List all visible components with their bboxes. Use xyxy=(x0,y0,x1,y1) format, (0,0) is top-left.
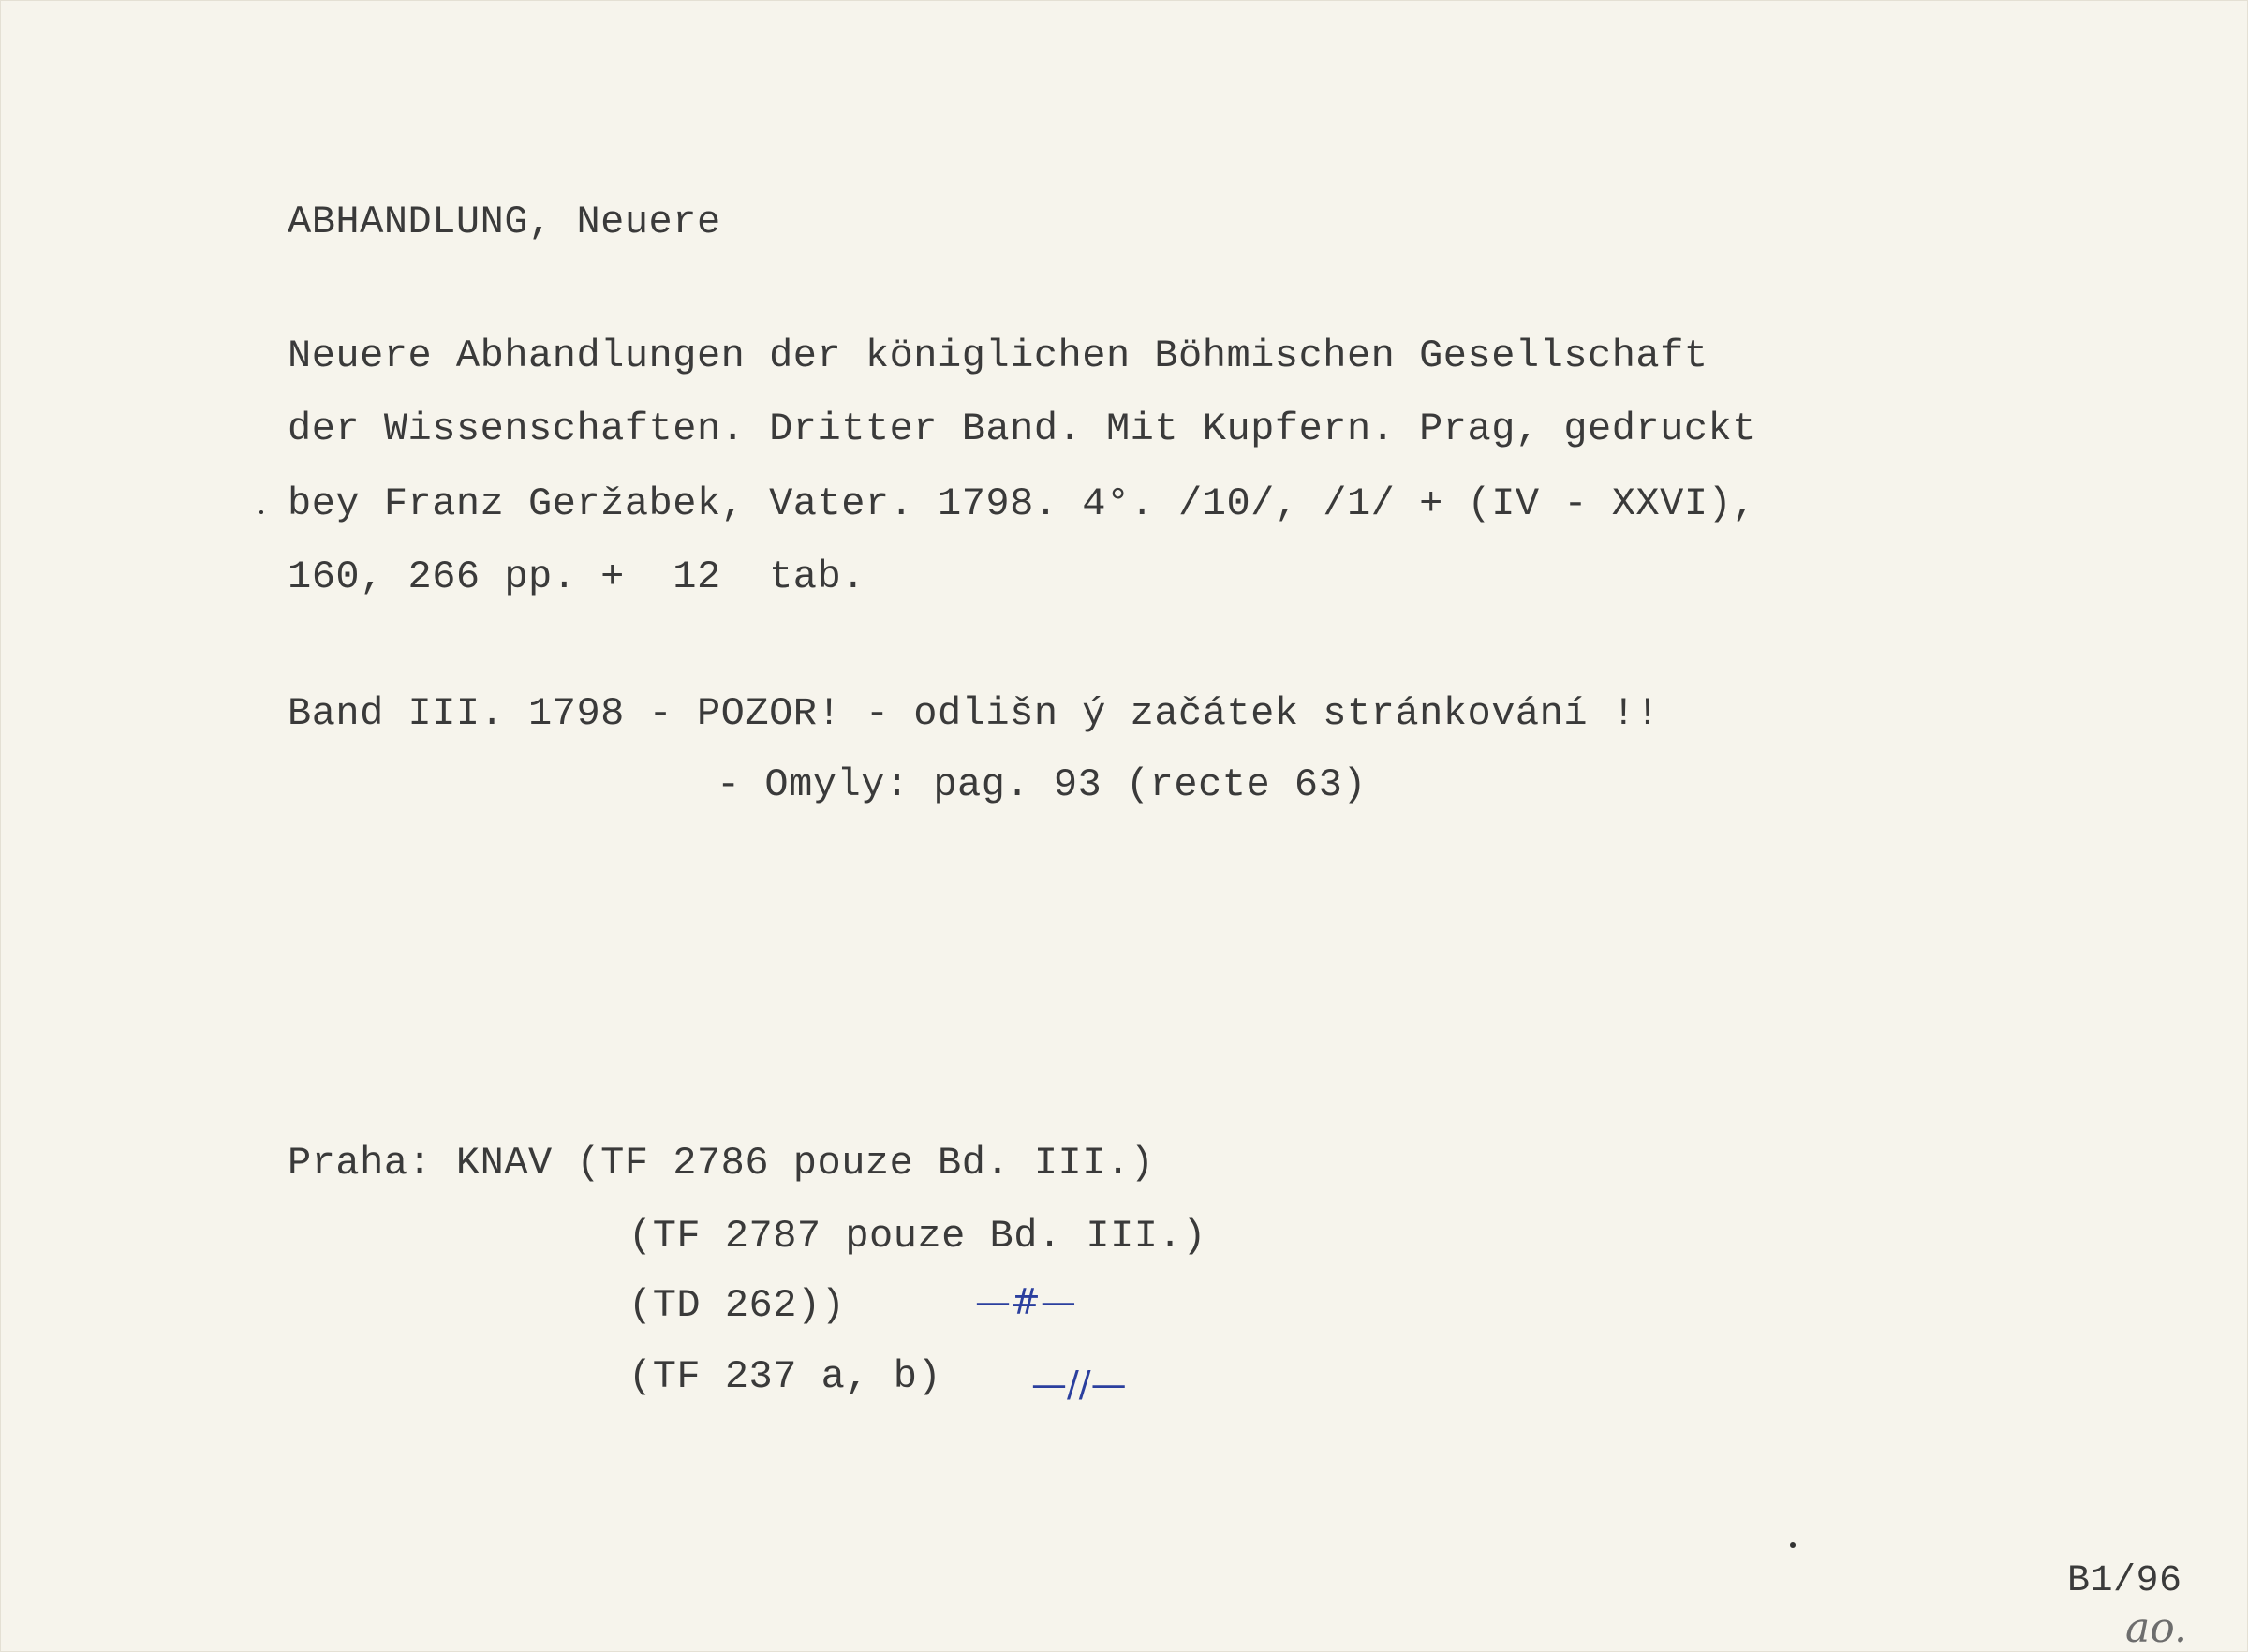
location-line-3: (TD 262)) xyxy=(629,1283,846,1328)
shelf-mark: B1/96 xyxy=(2067,1560,2182,1602)
note-line-1: Band III. 1798 - POZOR! - odlišn ý začátek stránkování !! xyxy=(288,691,1661,736)
location-line-4: (TF 237 a, b) xyxy=(629,1354,942,1399)
description-line-4: 160, 266 pp. + 12 tab. xyxy=(288,554,865,599)
paper-speck xyxy=(1790,1542,1796,1548)
location-line-2: (TF 2787 pouze Bd. III.) xyxy=(629,1214,1206,1259)
handwritten-mark-2: —//— xyxy=(1031,1364,1127,1405)
card-heading: ABHANDLUNG, Neuere xyxy=(288,199,721,244)
note-line-2: - Omyly: pag. 93 (recte 63) xyxy=(717,762,1368,807)
description-line-3: bey Franz Geržabek, Vater. 1798. 4°. /10/, /1/ + (IV - XXVI), xyxy=(288,481,1756,526)
location-line-1: Praha: KNAV (TF 2786 pouze Bd. III.) xyxy=(288,1141,1155,1186)
pencil-note: ao. xyxy=(2125,1604,2187,1652)
handwritten-mark-1: —#— xyxy=(975,1281,1076,1322)
paper-speck xyxy=(259,510,263,514)
description-line-1: Neuere Abhandlungen der königlichen Böhmischen Gesellschaft xyxy=(288,333,1708,378)
description-line-2: der Wissenschaften. Dritter Band. Mit Kupfern. Prag, gedruckt xyxy=(288,406,1756,451)
